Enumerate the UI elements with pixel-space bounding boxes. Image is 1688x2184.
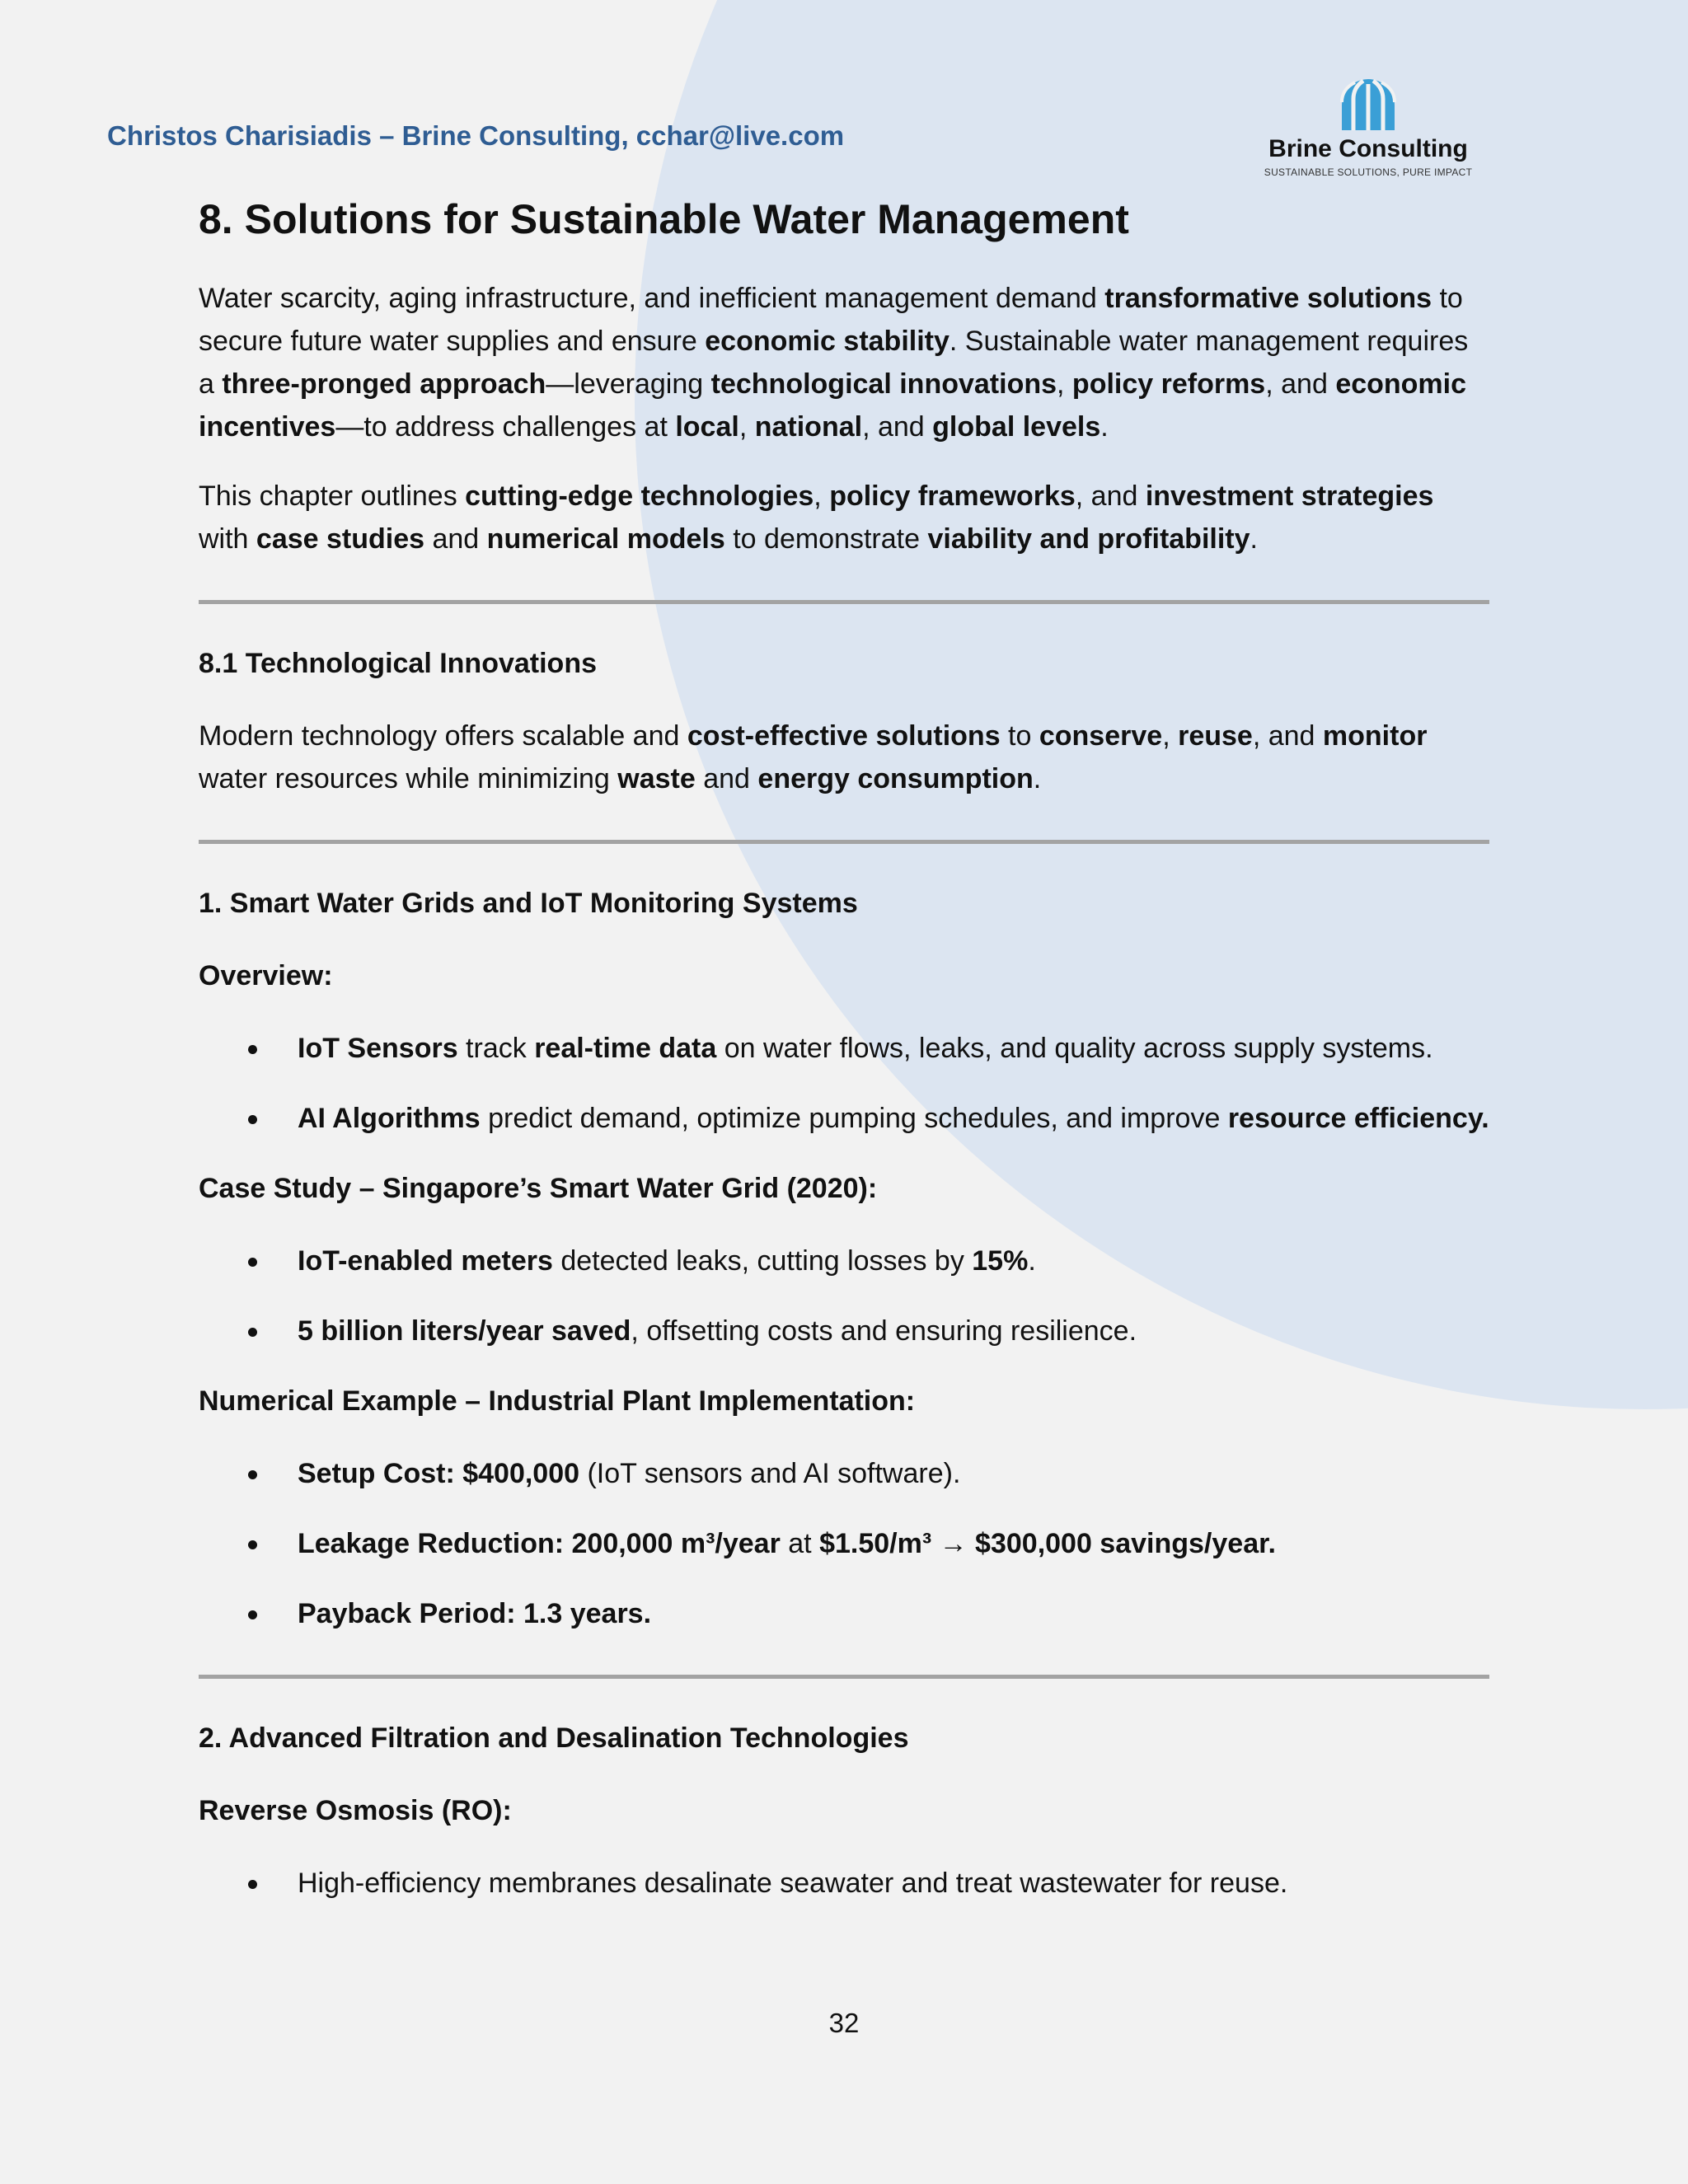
- page-number: 32: [828, 2008, 860, 2038]
- section-divider: [199, 840, 1489, 844]
- list-item: [199, 1240, 1489, 1282]
- reverse-osmosis-list: [199, 1862, 1489, 1905]
- text: ,: [738, 411, 755, 443]
- text: —to address challenges at: [335, 411, 676, 443]
- section-8-1-title: 8.1 Technological Innovations: [199, 648, 598, 679]
- author-header: Christos Charisiadis – Brine Consulting, cchar@live.com: [107, 120, 845, 151]
- emphasis: numerical models: [486, 523, 725, 555]
- text: , and: [1252, 720, 1323, 752]
- text: , offsetting costs and ensuring resilience.: [631, 1315, 1137, 1347]
- list-item: [199, 1862, 1489, 1905]
- emphasis: case studies: [256, 523, 425, 555]
- emphasis: policy frameworks: [829, 480, 1076, 512]
- emphasis: technological innovations: [710, 368, 1057, 400]
- text: ,: [814, 480, 830, 512]
- text: to: [1000, 720, 1039, 752]
- emphasis: 5 billion liters/year saved: [298, 1315, 631, 1347]
- text: Water scarcity, aging infrastructure, and inefficient management demand: [199, 283, 1105, 314]
- smart-grids-title: 1. Smart Water Grids and IoT Monitoring Systems: [199, 888, 858, 919]
- section-divider: [199, 600, 1489, 604]
- text: detected leaks, cutting losses by: [552, 1245, 973, 1277]
- text: , and: [1075, 480, 1146, 512]
- logo-name: Brine Consulting: [1268, 135, 1468, 162]
- emphasis: three-pronged approach: [222, 368, 546, 400]
- chapter-title: 8. Solutions for Sustainable Water Management: [199, 196, 1129, 242]
- overview-label: Overview:: [199, 960, 333, 991]
- bullet-dot-icon: [248, 1470, 257, 1479]
- text: ,: [1057, 368, 1072, 400]
- list-item: [199, 1452, 1489, 1495]
- emphasis: monitor: [1322, 720, 1428, 752]
- case-study-list: [199, 1240, 1489, 1352]
- text: at: [780, 1528, 820, 1559]
- emphasis: IoT-enabled meters: [298, 1245, 553, 1277]
- numerical-example-label: Numerical Example – Industrial Plant Implementation:: [199, 1385, 916, 1417]
- logo-tagline: SUSTAINABLE SOLUTIONS, PURE IMPACT: [1264, 166, 1473, 178]
- text: High-efficiency membranes desalinate seawater and treat wastewater for reuse.: [298, 1868, 1288, 1899]
- emphasis: Payback Period: 1.3 years.: [298, 1598, 652, 1629]
- bullet-dot-icon: [248, 1328, 257, 1337]
- emphasis: policy reforms: [1071, 368, 1266, 400]
- bullet-dot-icon: [248, 1115, 257, 1124]
- section-divider: [199, 1675, 1489, 1679]
- emphasis: resource efficiency.: [1227, 1103, 1489, 1134]
- emphasis: AI Algorithms: [298, 1103, 481, 1134]
- emphasis: economic incentives: [199, 368, 1467, 443]
- emphasis: viability and profitability: [927, 523, 1250, 555]
- emphasis: $1.50/m³ → $300,000 savings/year.: [819, 1528, 1276, 1559]
- emphasis: conserve: [1039, 720, 1163, 752]
- text: and: [695, 763, 758, 794]
- text: and: [424, 523, 487, 555]
- text: .: [1100, 411, 1109, 443]
- emphasis: energy consumption: [757, 763, 1034, 794]
- overview-list: [199, 1027, 1489, 1140]
- emphasis: economic stability: [705, 326, 950, 357]
- emphasis: 15%: [972, 1245, 1029, 1277]
- emphasis: local: [675, 411, 739, 443]
- text: predict demand, optimize pumping schedules, and improve: [480, 1103, 1228, 1134]
- emphasis: national: [754, 411, 863, 443]
- brine-fountain-logo-icon: [1334, 64, 1403, 130]
- text: to demonstrate: [724, 523, 928, 555]
- bullet-dot-icon: [248, 1045, 257, 1054]
- section-8-1-paragraph: [199, 715, 1489, 800]
- intro-paragraph-2: [199, 475, 1489, 560]
- emphasis: Leakage Reduction: 200,000 m³/year: [298, 1528, 781, 1559]
- list-item: [199, 1522, 1489, 1565]
- text: . Sustainable water management requires a: [199, 326, 1469, 400]
- numerical-example-list: [199, 1452, 1489, 1635]
- emphasis: reuse: [1178, 720, 1253, 752]
- text: (IoT sensors and AI software).: [579, 1458, 961, 1489]
- text: on water flows, leaks, and quality across supply systems.: [716, 1033, 1433, 1064]
- emphasis: Setup Cost: $400,000: [298, 1458, 580, 1489]
- emphasis: cutting-edge technologies: [465, 480, 814, 512]
- emphasis: transformative solutions: [1104, 283, 1432, 314]
- text: track: [457, 1033, 535, 1064]
- reverse-osmosis-label: Reverse Osmosis (RO):: [199, 1795, 512, 1826]
- text: This chapter outlines: [199, 480, 466, 512]
- text: —leveraging: [546, 368, 711, 400]
- bullet-dot-icon: [248, 1880, 257, 1889]
- list-item: [199, 1027, 1489, 1070]
- list-item: [199, 1592, 1489, 1635]
- text: to secure future water supplies and ensure: [199, 283, 1463, 357]
- emphasis: waste: [617, 763, 696, 794]
- emphasis: global levels: [932, 411, 1101, 443]
- brine-consulting-logo: [1261, 64, 1475, 178]
- filtration-title: 2. Advanced Filtration and Desalination Technologies: [199, 1722, 909, 1754]
- text: water resources while minimizing: [199, 763, 618, 794]
- text: ,: [1162, 720, 1179, 752]
- intro-paragraph-1: [199, 277, 1489, 448]
- text: .: [1250, 523, 1258, 555]
- emphasis: real-time data: [534, 1033, 717, 1064]
- text: .: [1028, 1245, 1036, 1277]
- text: .: [1033, 763, 1042, 794]
- text: , and: [1265, 368, 1336, 400]
- text: , and: [862, 411, 933, 443]
- text: with: [199, 523, 256, 555]
- list-item: [199, 1310, 1489, 1352]
- bullet-dot-icon: [248, 1258, 257, 1267]
- emphasis: investment strategies: [1145, 480, 1434, 512]
- main-content: [199, 194, 1489, 1932]
- case-study-label: Case Study – Singapore’s Smart Water Grid (2020):: [199, 1173, 878, 1204]
- emphasis: cost-effective solutions: [687, 720, 1001, 752]
- list-item: [199, 1097, 1489, 1140]
- emphasis: IoT Sensors: [298, 1033, 458, 1064]
- text: Modern technology offers scalable and: [199, 720, 687, 752]
- bullet-dot-icon: [248, 1540, 257, 1549]
- bullet-dot-icon: [248, 1610, 257, 1619]
